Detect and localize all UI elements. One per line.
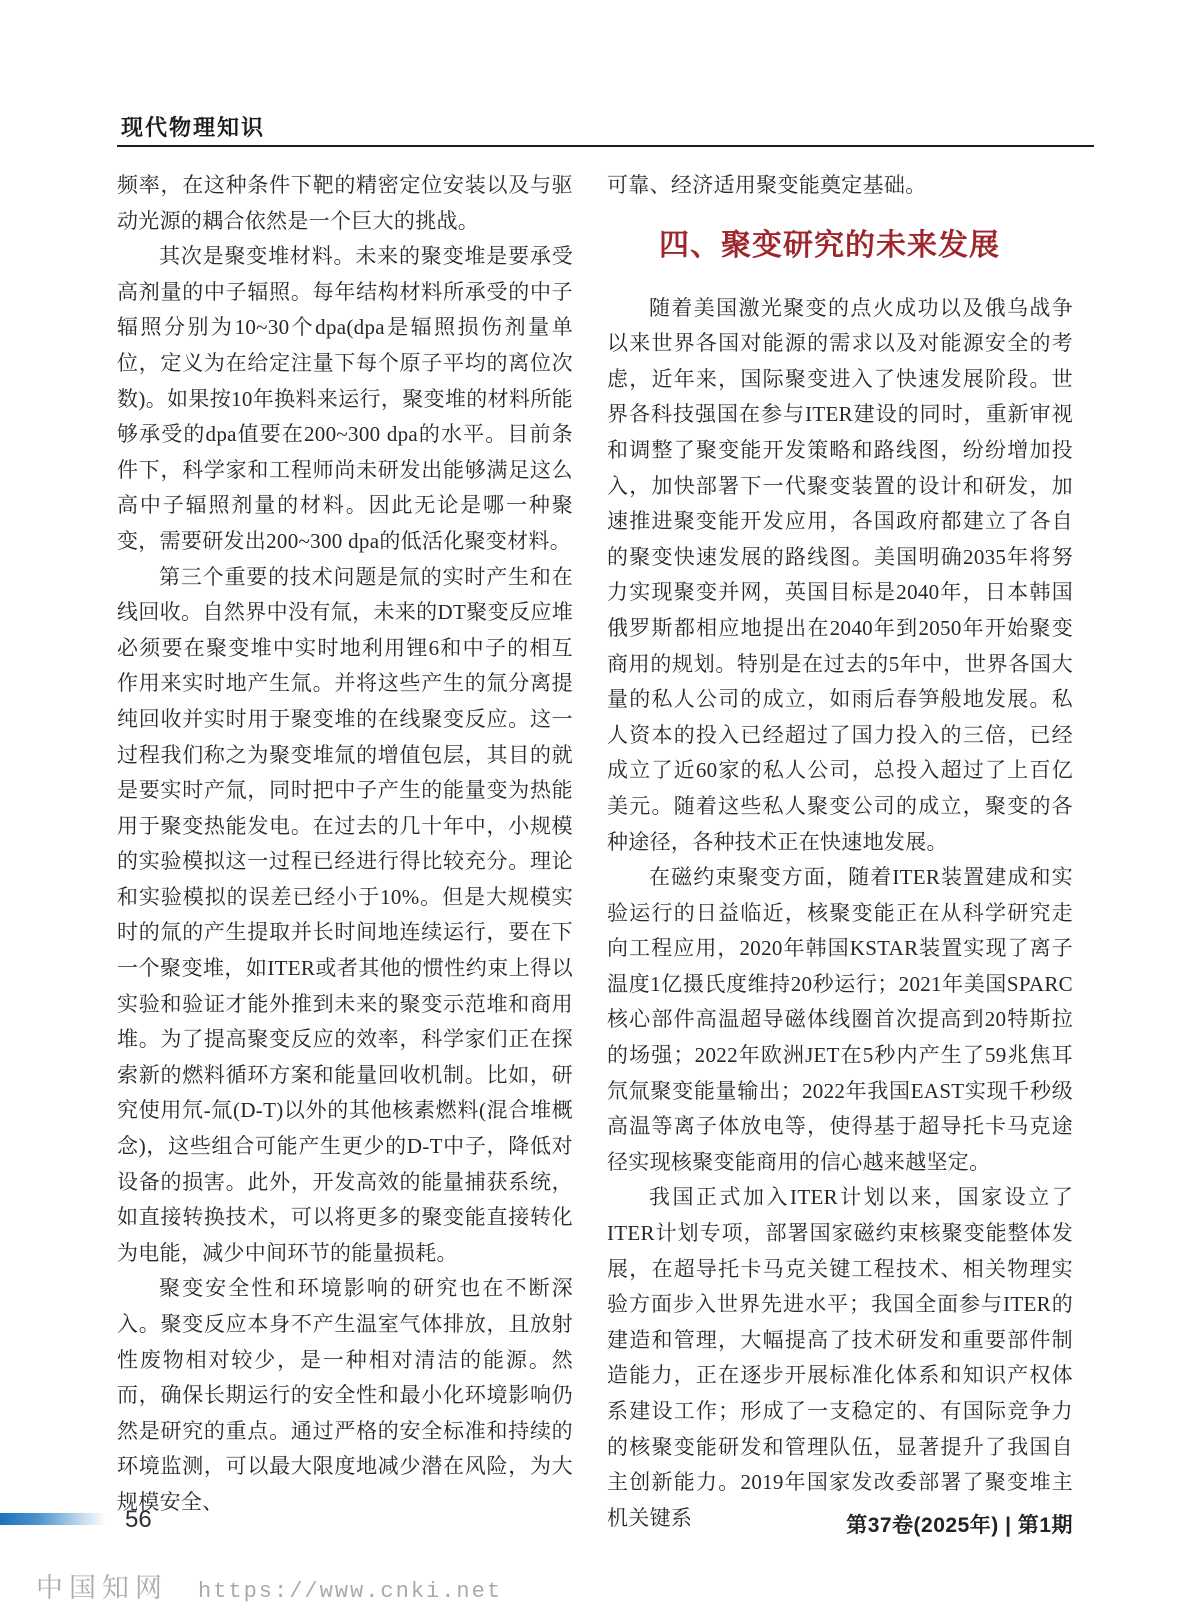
right-column xyxy=(607,168,1073,1536)
right-paragraph-3: 我国正式加入ITER计划以来，国家设立了ITER计划专项，部署国家磁约束核聚变能整体发展，在超导托卡马克关键工程技术、相关物理实验方面步入世界先进水平；我国全面参与ITER的建造和管理，大幅提高了技术研发和重要部件制造能力，正在逐步开展标准化体系和知识产权体系建设工作；形成了一支稳定的、有国际竞争力的核聚变能研发和管理队伍，显著提升了我国自主创新能力。2019年国家发改委部署了聚变堆主机关键系 xyxy=(607,1185,1073,1530)
footer-accent-bar xyxy=(0,1513,110,1525)
watermark-url: https://www.cnki.net xyxy=(198,1579,503,1604)
header-rule xyxy=(117,145,1094,147)
section-heading: 四、聚变研究的未来发展 xyxy=(659,228,1000,262)
right-paragraph-1: 随着美国激光聚变的点火成功以及俄乌战争以来世界各国对能源的需求以及对能源安全的考虑，近年来，国际聚变进入了快速发展阶段。世界各科技强国在参与ITER建设的同时，重新审视和调整了聚变能开发策略和路线图，纷纷增加投入，加快部署下一代聚变装置的设计和研发，加速推进聚变能开发应用，各国政府都建立了各自的聚变快速发展的路线图。美国明确2035年将努力实现聚变并网，英国目标是2040年，日本韩国俄罗斯都相应地提出在2040年到2050年开始聚变商用的规划。特别是在过去的5年中，世界各国大量的私人公司的成立，如雨后春笋般地发展。私人资本的投入已经超过了国力投入的三倍，已经成立了近60家的私人公司，总投入超过了上百亿美元。随着这些私人聚变公司的成立，聚变的各种途径，各种技术正在快速地发展。 xyxy=(607,295,1073,854)
page-number: 56 xyxy=(125,1506,152,1533)
watermark-brand: 中国知网 xyxy=(36,1573,168,1603)
right-lead-paragraph: 可靠、经济适用聚变能奠定基础。 xyxy=(607,173,927,197)
left-paragraph-1: 频率，在这种条件下靶的精密定位安装以及与驱动光源的耦合依然是一个巨大的挑战。 xyxy=(117,173,573,233)
left-column xyxy=(117,168,573,1521)
right-paragraph-2: 在磁约束聚变方面，随着ITER装置建成和实验运行的日益临近，核聚变能正在从科学研究走向工程应用，2020年韩国KSTAR装置实现了离子温度1亿摄氏度维持20秒运行；2021年美国SPARC核心部件高温超导磁体线圈首次提高到20特斯拉的场强；2022年欧洲JET在5秒内产生了59兆焦耳氘氚聚变能量输出；2022年我国EAST实现千秒级高温等离子体放电等，使得基于超导托卡马克途径实现核聚变能商用的信心越来越坚定。 xyxy=(607,865,1073,1174)
journal-header-title: 现代物理知识 xyxy=(121,115,266,140)
left-paragraph-4: 聚变安全性和环境影响的研究也在不断深入。聚变反应本身不产生温室气体排放，且放射性废物相对较少，是一种相对清洁的能源。然而，确保长期运行的安全性和最小化环境影响仍然是研究的重点。通过严格的安全标准和持续的环境监测，可以最大限度地减少潜在风险，为大规模安全、 xyxy=(117,1276,573,1514)
volume-issue: 第37卷(2025年) | 第1期 xyxy=(846,1514,1073,1537)
cnki-watermark xyxy=(36,1566,502,1605)
left-paragraph-2: 其次是聚变堆材料。未来的聚变堆是要承受高剂量的中子辐照。每年结构材料所承受的中子辐照分别为10~30个dpa(dpa是辐照损伤剂量单位，定义为在给定注量下每个原子平均的离位次数)。如果按10年换料来运行，聚变堆的材料所能够承受的dpa值要在200~300 dpa的水平。目前条件下，科学家和工程师尚未研发出能够满足这么高中子辐照剂量的材料。因此无论是哪一种聚变，需要研发出200~300 dpa的低活化聚变材料。 xyxy=(117,244,573,553)
left-paragraph-3: 第三个重要的技术问题是氚的实时产生和在线回收。自然界中没有氚，未来的DT聚变反应堆必须要在聚变堆中实时地利用锂6和中子的相互作用来实时地产生氚。并将这些产生的氚分离提纯回收并实时用于聚变堆的在线聚变反应。这一过程我们称之为聚变堆氚的增值包层，其目的就是要实时产氚，同时把中子产生的能量变为热能用于聚变热能发电。在过去的几十年中，小规模的实验模拟这一过程已经进行得比较充分。理论和实验模拟的误差已经小于10%。但是大规模实时的氚的产生提取并长时间地连续运行，要在下一个聚变堆，如ITER或者其他的惯性约束上得以实验和验证才能外推到未来的聚变示范堆和商用堆。为了提高聚变反应的效率，科学家们正在探索新的燃料循环方案和能量回收机制。比如，研究使用氘-氚(D-T)以外的其他核素燃料(混合堆概念)，这些组合可能产生更少的D-T中子，降低对设备的损害。此外，开发高效的能量捕获系统，如直接转换技术，可以将更多的聚变能直接转化为电能，减少中间环节的能量损耗。 xyxy=(117,564,573,1265)
